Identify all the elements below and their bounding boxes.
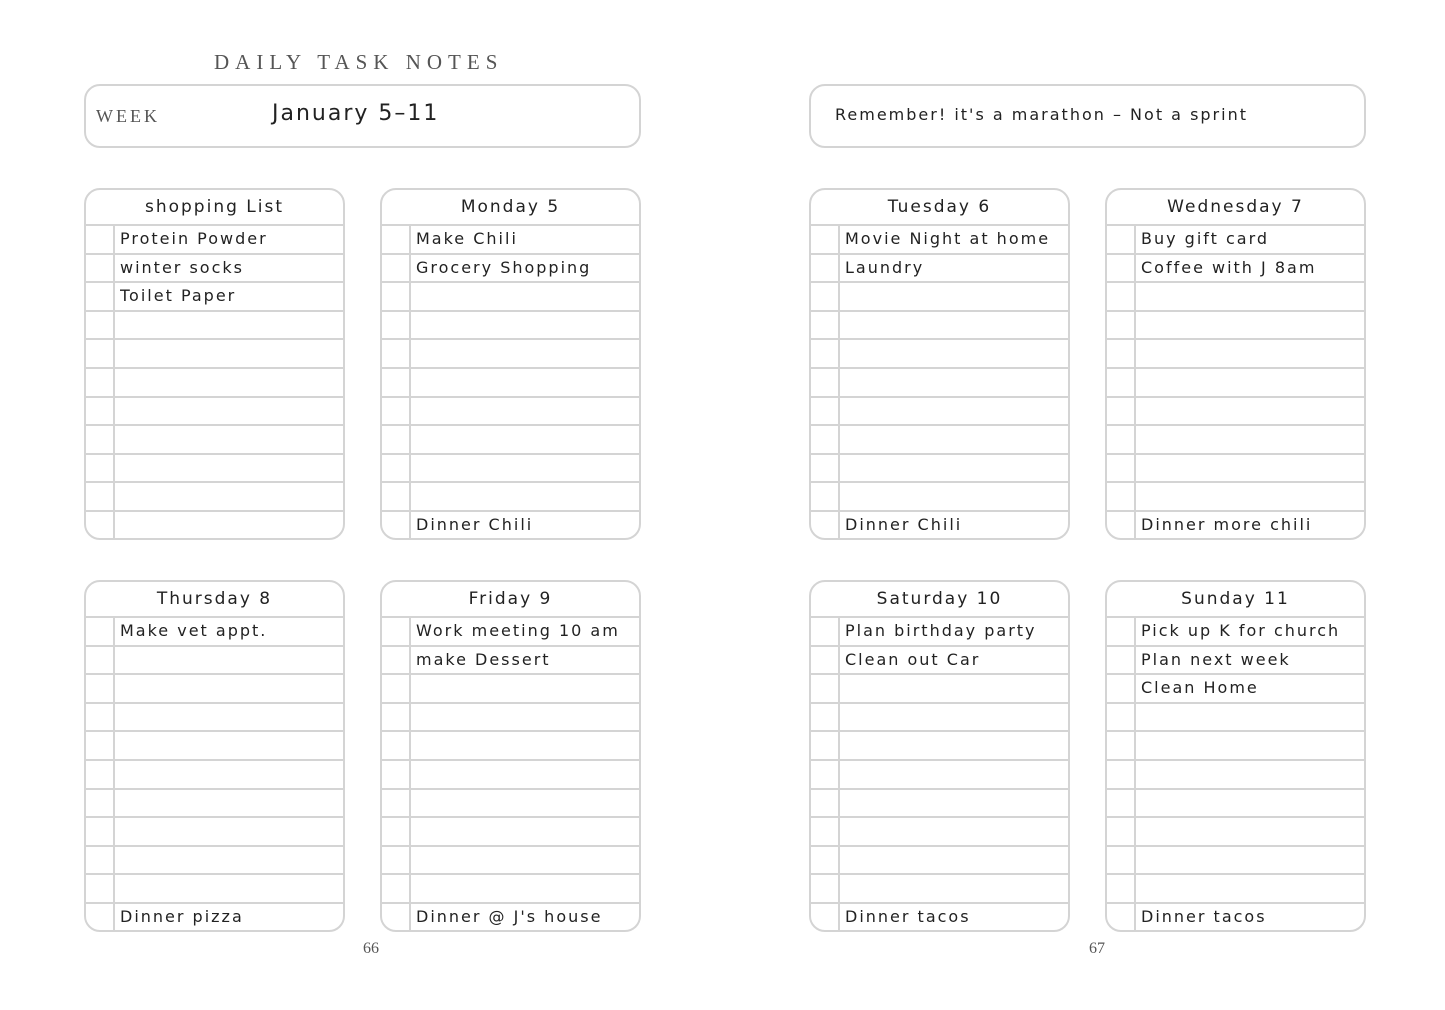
task-row[interactable]	[1107, 847, 1364, 876]
checkbox-column[interactable]	[1107, 761, 1136, 788]
checkbox-column[interactable]	[382, 704, 411, 731]
checkbox-column[interactable]	[811, 283, 840, 310]
task-row[interactable]	[86, 255, 343, 284]
task-row[interactable]	[1107, 426, 1364, 455]
task-row[interactable]	[86, 675, 343, 704]
task-row[interactable]	[811, 847, 1068, 876]
checkbox-column[interactable]	[86, 761, 115, 788]
task-row[interactable]	[811, 704, 1068, 733]
card-friday	[380, 580, 641, 932]
checkbox-column[interactable]	[86, 369, 115, 396]
task-row[interactable]	[811, 732, 1068, 761]
checkbox-column[interactable]	[86, 818, 115, 845]
checkbox-column[interactable]	[382, 675, 411, 702]
checkbox-column[interactable]	[811, 818, 840, 845]
task-row[interactable]	[382, 904, 639, 932]
checkbox-column[interactable]	[382, 398, 411, 425]
task-text[interactable]: Movie Night at home	[845, 229, 1051, 248]
card-monday	[380, 188, 641, 540]
task-text[interactable]: Grocery Shopping	[416, 257, 592, 277]
task-row[interactable]	[382, 398, 639, 427]
task-row[interactable]	[382, 426, 639, 455]
task-row[interactable]	[811, 675, 1068, 704]
checkbox-column[interactable]	[811, 226, 840, 253]
task-row[interactable]	[86, 455, 343, 484]
checkbox-column[interactable]	[86, 790, 115, 817]
checkbox-column[interactable]	[811, 618, 840, 645]
task-text[interactable]: Make Chili	[416, 229, 518, 248]
task-row[interactable]	[86, 369, 343, 398]
task-row[interactable]	[811, 512, 1068, 540]
task-row[interactable]	[86, 790, 343, 819]
task-row[interactable]	[382, 761, 639, 790]
checkbox-column[interactable]	[86, 426, 115, 453]
task-row[interactable]	[811, 255, 1068, 284]
task-row[interactable]	[811, 904, 1068, 932]
checkbox-column[interactable]	[382, 875, 411, 902]
checkbox-column[interactable]	[382, 255, 411, 282]
task-text[interactable]: Plan next week	[1141, 649, 1291, 669]
page-number-left: 66	[363, 940, 379, 957]
checkbox-column[interactable]	[1107, 398, 1136, 425]
task-row[interactable]	[382, 732, 639, 761]
task-text[interactable]: Work meeting 10 am	[416, 621, 620, 640]
checkbox-column[interactable]	[382, 426, 411, 453]
checkbox-column[interactable]	[1107, 618, 1136, 645]
task-row[interactable]	[811, 455, 1068, 484]
task-text[interactable]: Plan birthday party	[845, 621, 1037, 640]
task-text[interactable]: Clean out Car	[845, 649, 981, 669]
checkbox-column[interactable]	[1107, 369, 1136, 396]
task-row[interactable]	[382, 283, 639, 312]
checkbox-column[interactable]	[86, 875, 115, 902]
task-row[interactable]	[382, 618, 639, 647]
card-tuesday	[809, 188, 1070, 540]
checkbox-column[interactable]	[1107, 255, 1136, 282]
checkbox-column[interactable]	[86, 904, 115, 932]
checkbox-column[interactable]	[1107, 675, 1136, 702]
task-row[interactable]	[1107, 226, 1364, 255]
task-row[interactable]	[1107, 790, 1364, 819]
checkbox-column[interactable]	[811, 904, 840, 932]
checkbox-column[interactable]	[86, 512, 115, 540]
checkbox-column[interactable]	[811, 369, 840, 396]
task-row[interactable]	[382, 369, 639, 398]
task-row[interactable]	[1107, 761, 1364, 790]
task-row[interactable]	[811, 618, 1068, 647]
checkbox-column[interactable]	[811, 675, 840, 702]
checkbox-column[interactable]	[382, 340, 411, 367]
task-row[interactable]	[86, 647, 343, 676]
task-row[interactable]	[382, 675, 639, 704]
checkbox-column[interactable]	[1107, 426, 1136, 453]
task-row[interactable]	[1107, 283, 1364, 312]
checkbox-column[interactable]	[811, 312, 840, 339]
page-number-right: 67	[1089, 940, 1105, 957]
task-row[interactable]	[382, 790, 639, 819]
task-row[interactable]	[811, 818, 1068, 847]
task-row[interactable]	[86, 618, 343, 647]
task-row[interactable]	[86, 818, 343, 847]
checkbox-column[interactable]	[382, 904, 411, 932]
task-row[interactable]	[382, 875, 639, 904]
task-text[interactable]: Dinner more chili	[1141, 514, 1313, 534]
card-sunday	[1105, 580, 1366, 932]
card-wednesday	[1105, 188, 1366, 540]
task-row[interactable]	[1107, 618, 1364, 647]
checkbox-column[interactable]	[382, 483, 411, 510]
task-row[interactable]	[1107, 255, 1364, 284]
card-title: shopping List	[86, 190, 343, 226]
task-row[interactable]	[811, 226, 1068, 255]
task-row[interactable]	[86, 340, 343, 369]
checkbox-column[interactable]	[811, 847, 840, 874]
checkbox-column[interactable]	[1107, 790, 1136, 817]
card-saturday	[809, 580, 1070, 932]
reminder-text[interactable]: Remember! it's a marathon – Not a sprint	[835, 105, 1248, 124]
task-row[interactable]	[382, 818, 639, 847]
checkbox-column[interactable]	[86, 455, 115, 482]
task-row[interactable]	[1107, 675, 1364, 704]
task-row[interactable]	[1107, 512, 1364, 540]
task-row[interactable]	[1107, 875, 1364, 904]
task-row[interactable]	[811, 483, 1068, 512]
checkbox-column[interactable]	[86, 312, 115, 339]
week-box	[84, 84, 641, 148]
checkbox-column[interactable]	[86, 704, 115, 731]
checkbox-column[interactable]	[86, 340, 115, 367]
task-text[interactable]: Dinner Chili	[845, 514, 963, 534]
task-text[interactable]: Dinner @ J's house	[416, 906, 603, 926]
checkbox-column[interactable]	[1107, 312, 1136, 339]
task-row[interactable]	[86, 732, 343, 761]
task-row[interactable]	[811, 398, 1068, 427]
checkbox-column[interactable]	[382, 512, 411, 540]
task-text[interactable]: make Dessert	[416, 649, 551, 669]
task-row[interactable]	[1107, 398, 1364, 427]
task-text[interactable]: Toilet Paper	[120, 286, 237, 306]
task-row[interactable]	[1107, 647, 1364, 676]
task-row[interactable]	[86, 875, 343, 904]
task-row[interactable]	[86, 704, 343, 733]
task-row[interactable]	[86, 483, 343, 512]
card-title: Thursday 8	[86, 582, 343, 618]
week-value[interactable]: January 5–11	[272, 101, 440, 126]
card-title: Saturday 10	[811, 582, 1068, 618]
checkbox-column[interactable]	[86, 255, 115, 282]
task-row[interactable]	[1107, 455, 1364, 484]
task-text[interactable]: Dinner tacos	[1141, 906, 1267, 926]
task-row[interactable]	[811, 790, 1068, 819]
checkbox-column[interactable]	[382, 369, 411, 396]
reminder-box	[809, 84, 1366, 148]
task-text[interactable]: Protein Powder	[120, 229, 268, 248]
checkbox-column[interactable]	[1107, 647, 1136, 674]
task-row[interactable]	[382, 483, 639, 512]
task-row[interactable]	[811, 647, 1068, 676]
card-shopping-list	[84, 188, 345, 540]
checkbox-column[interactable]	[86, 226, 115, 253]
card-title: Sunday 11	[1107, 582, 1364, 618]
task-row[interactable]	[1107, 904, 1364, 932]
checkbox-column[interactable]	[86, 847, 115, 874]
checkbox-column[interactable]	[1107, 904, 1136, 932]
task-row[interactable]	[86, 312, 343, 341]
page-heading: DAILY TASK NOTES	[214, 50, 504, 74]
task-row[interactable]	[382, 312, 639, 341]
checkbox-column[interactable]	[811, 455, 840, 482]
checkbox-column[interactable]	[1107, 226, 1136, 253]
checkbox-column[interactable]	[811, 426, 840, 453]
task-row[interactable]	[1107, 483, 1364, 512]
task-row[interactable]	[382, 512, 639, 540]
card-title: Friday 9	[382, 582, 639, 618]
checkbox-column[interactable]	[86, 732, 115, 759]
checkbox-column[interactable]	[811, 875, 840, 902]
checkbox-column[interactable]	[1107, 283, 1136, 310]
checkbox-column[interactable]	[382, 618, 411, 645]
task-row[interactable]	[811, 761, 1068, 790]
checkbox-column[interactable]	[86, 647, 115, 674]
task-text[interactable]: Dinner tacos	[845, 906, 971, 926]
task-text[interactable]: Make vet appt.	[120, 621, 268, 640]
checkbox-column[interactable]	[382, 790, 411, 817]
card-title: Wednesday 7	[1107, 190, 1364, 226]
task-row[interactable]	[86, 226, 343, 255]
checkbox-column[interactable]	[86, 675, 115, 702]
checkbox-column[interactable]	[382, 312, 411, 339]
task-row[interactable]	[86, 283, 343, 312]
task-row[interactable]	[382, 255, 639, 284]
checkbox-column[interactable]	[86, 398, 115, 425]
checkbox-column[interactable]	[1107, 483, 1136, 510]
checkbox-column[interactable]	[382, 732, 411, 759]
checkbox-column[interactable]	[811, 732, 840, 759]
card-thursday	[84, 580, 345, 932]
card-title: Tuesday 6	[811, 190, 1068, 226]
checkbox-column[interactable]	[1107, 847, 1136, 874]
checkbox-column[interactable]	[1107, 732, 1136, 759]
task-row[interactable]	[1107, 340, 1364, 369]
checkbox-column[interactable]	[1107, 704, 1136, 731]
task-row[interactable]	[811, 283, 1068, 312]
task-text[interactable]: Coffee with J 8am	[1141, 257, 1317, 277]
checkbox-column[interactable]	[382, 847, 411, 874]
task-text[interactable]: winter socks	[120, 257, 244, 277]
task-row[interactable]	[86, 398, 343, 427]
task-row[interactable]	[86, 904, 343, 932]
task-row[interactable]	[86, 426, 343, 455]
task-text[interactable]: Pick up K for church	[1141, 621, 1341, 640]
task-row[interactable]	[382, 226, 639, 255]
task-row[interactable]	[811, 312, 1068, 341]
task-row[interactable]	[1107, 732, 1364, 761]
checkbox-column[interactable]	[86, 283, 115, 310]
task-row[interactable]	[1107, 704, 1364, 733]
task-row[interactable]	[1107, 312, 1364, 341]
task-text[interactable]: Laundry	[845, 257, 925, 277]
task-row[interactable]	[811, 426, 1068, 455]
checkbox-column[interactable]	[811, 704, 840, 731]
checkbox-column[interactable]	[382, 647, 411, 674]
checkbox-column[interactable]	[1107, 875, 1136, 902]
task-row[interactable]	[1107, 369, 1364, 398]
checkbox-column[interactable]	[1107, 818, 1136, 845]
checkbox-column[interactable]	[811, 255, 840, 282]
task-row[interactable]	[382, 647, 639, 676]
task-row[interactable]	[86, 761, 343, 790]
task-text[interactable]: Dinner pizza	[120, 906, 244, 926]
task-row[interactable]	[86, 847, 343, 876]
task-text[interactable]: Clean Home	[1141, 678, 1259, 698]
checkbox-column[interactable]	[811, 340, 840, 367]
checkbox-column[interactable]	[1107, 455, 1136, 482]
checkbox-column[interactable]	[86, 618, 115, 645]
checkbox-column[interactable]	[1107, 512, 1136, 540]
checkbox-column[interactable]	[811, 398, 840, 425]
checkbox-column[interactable]	[811, 512, 840, 540]
task-text[interactable]: Buy gift card	[1141, 229, 1270, 248]
checkbox-column[interactable]	[1107, 340, 1136, 367]
task-row[interactable]	[382, 704, 639, 733]
card-title: Monday 5	[382, 190, 639, 226]
checkbox-column[interactable]	[382, 761, 411, 788]
checkbox-column[interactable]	[382, 818, 411, 845]
checkbox-column[interactable]	[382, 226, 411, 253]
task-row[interactable]	[382, 340, 639, 369]
task-row[interactable]	[1107, 818, 1364, 847]
checkbox-column[interactable]	[86, 483, 115, 510]
task-row[interactable]	[811, 369, 1068, 398]
checkbox-column[interactable]	[811, 647, 840, 674]
week-label: WEEK	[96, 106, 160, 126]
checkbox-column[interactable]	[811, 761, 840, 788]
task-row[interactable]	[382, 455, 639, 484]
task-row[interactable]	[86, 512, 343, 540]
task-row[interactable]	[382, 847, 639, 876]
task-row[interactable]	[811, 340, 1068, 369]
task-row[interactable]	[811, 875, 1068, 904]
checkbox-column[interactable]	[382, 455, 411, 482]
checkbox-column[interactable]	[811, 483, 840, 510]
checkbox-column[interactable]	[811, 790, 840, 817]
task-text[interactable]: Dinner Chili	[416, 514, 534, 534]
checkbox-column[interactable]	[382, 283, 411, 310]
